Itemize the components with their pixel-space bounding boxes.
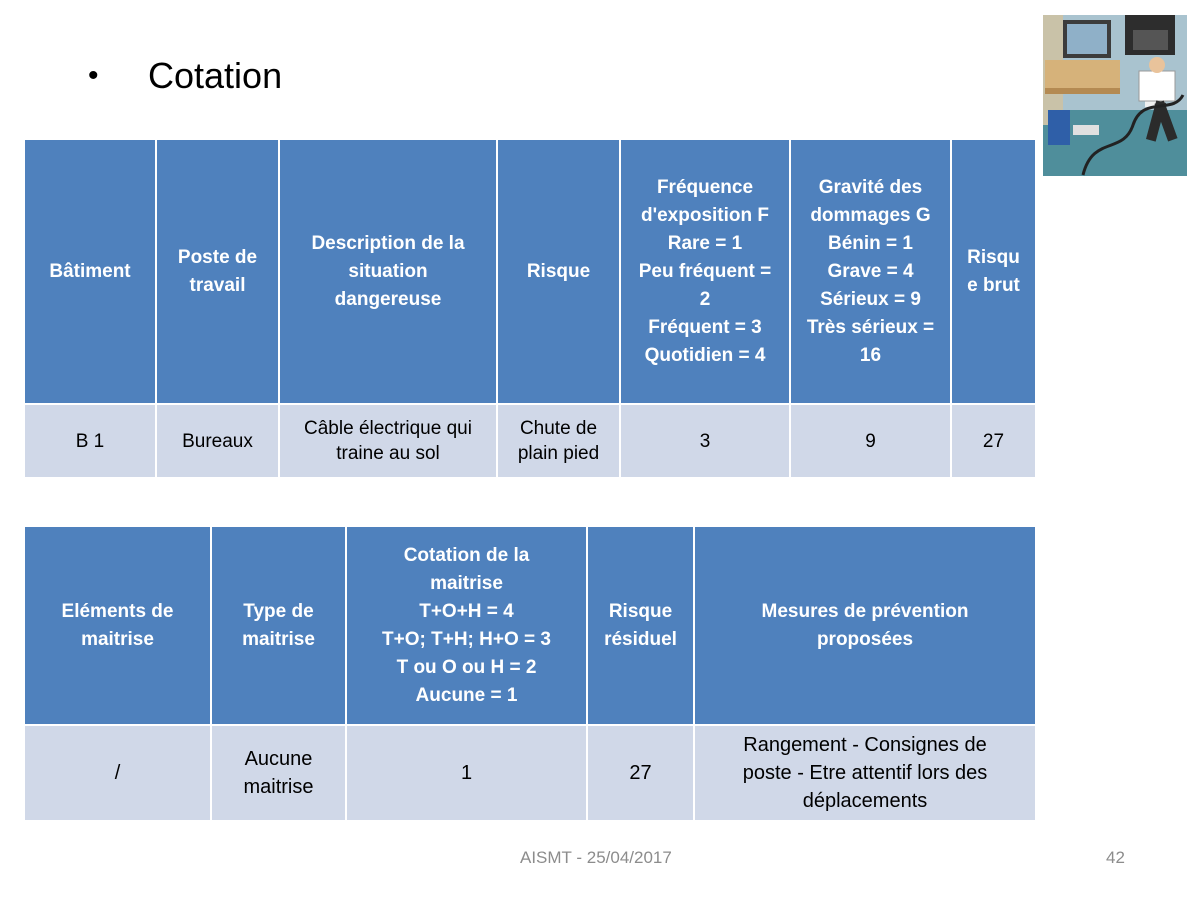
header-risque-residuel: Risque résiduel <box>587 526 694 725</box>
header-risque-brut: Risqu e brut <box>951 139 1036 404</box>
page-number: 42 <box>1106 848 1125 867</box>
cell-frequence: 3 <box>620 404 790 478</box>
cell-poste: Bureaux <box>156 404 279 478</box>
header-frequence-exposition: Fréquence d'exposition F Rare = 1 Peu fréquent = 2 Fréquent = 3 Quotidien = 4 <box>620 139 790 404</box>
office-cable-illustration <box>1043 15 1187 176</box>
bullet-point: • <box>88 59 99 92</box>
header-description-situation: Description de la situation dangereuse <box>279 139 497 404</box>
cell-mesures-prevention: Rangement - Consignes de poste - Etre attentif lors des déplacements <box>694 725 1036 821</box>
header-poste-de-travail: Poste de travail <box>156 139 279 404</box>
slide-title: Cotation <box>148 55 283 96</box>
header-gravite-dommages: Gravité des dommages G Bénin = 1 Grave = 4 Sérieux = 9 Très sérieux = 16 <box>790 139 951 404</box>
cell-type-maitrise: Aucune maitrise <box>211 725 346 821</box>
illustration-svg <box>1043 15 1187 176</box>
cell-description: Câble électrique qui traine au sol <box>279 404 497 478</box>
risk-table-header-row <box>24 139 1036 404</box>
slide-title-row <box>88 52 282 100</box>
risk-table-row <box>24 404 1036 478</box>
header-elements-maitrise: Eléments de maitrise <box>24 526 211 725</box>
cell-risque: Chute de plain pied <box>497 404 620 478</box>
control-table-header-row <box>24 526 1036 725</box>
cell-cotation-maitrise: 1 <box>346 725 587 821</box>
cell-risque-brut: 27 <box>951 404 1036 478</box>
header-type-maitrise: Type de maitrise <box>211 526 346 725</box>
cell-batiment: B 1 <box>24 404 156 478</box>
cell-elements-maitrise: / <box>24 725 211 821</box>
footer-text: AISMT - 25/04/2017 <box>520 848 672 867</box>
risk-rating-table <box>23 138 1037 479</box>
header-risque: Risque <box>497 139 620 404</box>
header-batiment: Bâtiment <box>24 139 156 404</box>
control-table-row <box>24 725 1036 821</box>
cell-gravite: 9 <box>790 404 951 478</box>
control-measures-table <box>23 525 1037 822</box>
cell-risque-residuel: 27 <box>587 725 694 821</box>
header-cotation-maitrise: Cotation de la maitrise T+O+H = 4 T+O; T+H; H+O = 3 T ou O ou H = 2 Aucune = 1 <box>346 526 587 725</box>
header-mesures-prevention: Mesures de prévention proposées <box>694 526 1036 725</box>
